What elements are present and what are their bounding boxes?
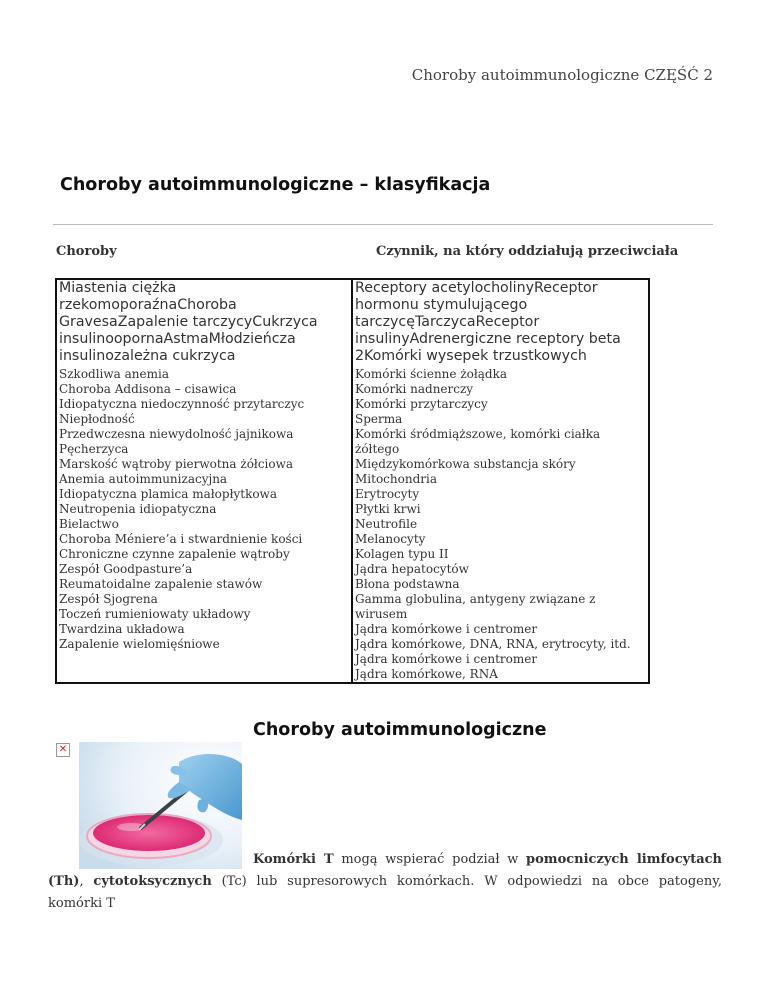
factor-item: Jądra komórkowe i centromer [355,652,538,666]
diseases-first-entry: Miastenia ciężka rzekomoporaźnaChoroba GravesaZapalenie tarczycyCukrzyca insulinoopornaAstmaMłodzieńcza insulinozależna cukrzyca [59,280,318,364]
disease-item: Przedwczesna niewydolność jajnikowa [59,427,294,441]
disease-item: Neutropenia idiopatyczna [59,502,217,516]
factor-item: Komórki śródmiąższowe, komórki ciałka żółtego [355,427,601,456]
disease-item: Niepłodność [59,412,135,426]
factor-item: Komórki nadnerczy [355,382,474,396]
section-title: Choroby autoimmunologiczne [253,720,547,740]
paragraph-text-3: (Tc) lub supresorowych komórkach. W odpowiedzi na obce patogeny, komórki T [48,874,722,911]
factor-item: Sperma [355,412,403,426]
factor-item: Mitochondria [355,472,437,486]
classification-table [55,278,650,684]
factor-item: Melanocyty [355,532,426,546]
page-title: Choroby autoimmunologiczne – klasyfikacja [60,175,491,195]
paragraph-text-2: , [79,874,84,889]
title-divider [53,224,713,225]
factor-item: Gamma globulina, antygeny związane z wirusem [355,592,596,621]
disease-item: Anemia autoimmunizacyjna [59,472,228,486]
disease-item: Pęcherzyca [59,442,129,456]
disease-item: Marskość wątroby pierwotna żółciowa [59,457,294,471]
disease-item: Zespół Sjogrena [59,592,158,606]
body-paragraph [48,849,722,915]
factor-item: Międzykomórkowa substancja skóry [355,457,576,471]
disease-item: Zespół Goodpasture’a [59,562,193,576]
disease-item: Toczeń rumieniowaty układowy [59,607,251,621]
factor-item: Neutrofile [355,517,418,531]
term-t-cells: Komórki T [253,852,334,867]
factors-first-entry: Receptory acetylocholinyReceptor hormonu stymulującego tarczycęTarczycaReceptor insulinyAdrenergiczne receptory beta 2Komórki wysepek trzustkowych [355,280,621,364]
factor-item: Jądra komórkowe i centromer [355,622,538,636]
disease-item: Zapalenie wielomięśniowe [59,637,220,651]
disease-item: Choroba Méniere’a i stwardnienie kości [59,532,303,546]
disease-item: Szkodliwa anemia [59,367,169,381]
page-header: Choroby autoimmunologiczne CZĘŚĆ 2 [411,66,713,84]
column-header-diseases: Choroby [56,244,117,259]
column-header-factors: Czynnik, na który oddziałują przeciwciała [376,244,679,259]
factor-item: Komórki przytarczycy [355,397,488,411]
disease-item: Choroba Addisona – cisawica [59,382,237,396]
factors-list [355,367,646,682]
term-cytotoxic: cytotoksycznych [93,874,212,889]
broken-image-icon: ✕ [56,743,70,757]
term-helper-lymphocytes: pomocniczych limfocytach (Th) [48,852,722,889]
factor-item: Erytrocyty [355,487,420,501]
factor-item: Płytki krwi [355,502,421,516]
diseases-list [59,367,349,652]
paragraph-text-1: mogą wspierać podział w [333,852,527,867]
factor-item: Jądra hepatocytów [355,562,469,576]
disease-item: Chroniczne czynne zapalenie wątroby [59,547,290,561]
diseases-cell [56,279,352,683]
table-row [56,279,649,683]
factor-item: Błona podstawna [355,577,460,591]
disease-item: Idiopatyczna niedoczynność przytarczyc [59,397,305,411]
disease-item: Bielactwo [59,517,119,531]
disease-item: Reumatoidalne zapalenie stawów [59,577,263,591]
factor-item: Komórki ścienne żołądka [355,367,508,381]
disease-item: Idiopatyczna plamica małopłytkowa [59,487,277,501]
factors-cell [352,279,649,683]
factor-item: Jądra komórkowe, DNA, RNA, erytrocyty, itd. [355,637,631,651]
factor-item: Kolagen typu II [355,547,449,561]
disease-item: Twardzina układowa [59,622,185,636]
factor-item: Jądra komórkowe, RNA [355,667,498,681]
